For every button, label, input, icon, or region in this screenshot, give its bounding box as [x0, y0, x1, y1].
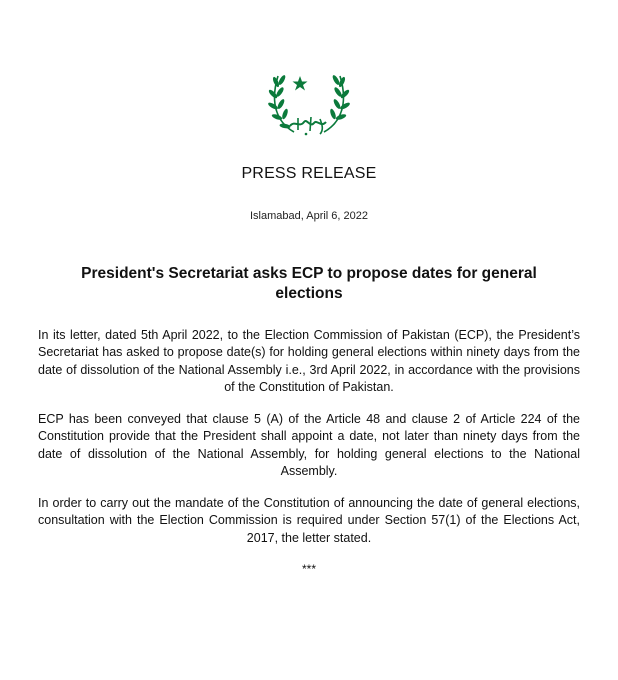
body-paragraph-3: In order to carry out the mandate of the Constitution of announcing the date of general elections, consultation with the Election Commission is required under Section 57(1) of the Elections Act, 2017, the letter stated.	[38, 496, 580, 545]
end-separator: ***	[301, 562, 316, 576]
dateline: Islamabad, April 6, 2022	[249, 210, 369, 222]
body-paragraph-2: ECP has been conveyed that clause 5 (A) of the Article 48 and clause 2 of Article 224 of the Constitution provide that the President shall appoint a date, not later than ninety days from the date of dissolution of the National Assembly, for holding general elections to the National Assembly.	[38, 412, 580, 478]
emblem-icon	[264, 62, 354, 142]
body-paragraph-1: In its letter, dated 5th April 2022, to the Election Commission of Pakistan (ECP), the President’s Secretariat has asked to propose date(s) for holding general elections within ninety days from the date of dissolution of the National Assembly i.e., 3rd April 2022, in accordance with the provisions of the Constitution of Pakistan.	[38, 328, 580, 394]
press-release-heading: PRESS RELEASE	[241, 165, 377, 182]
press-release-title: President's Secretariat asks ECP to propose dates for general elections	[81, 265, 537, 302]
